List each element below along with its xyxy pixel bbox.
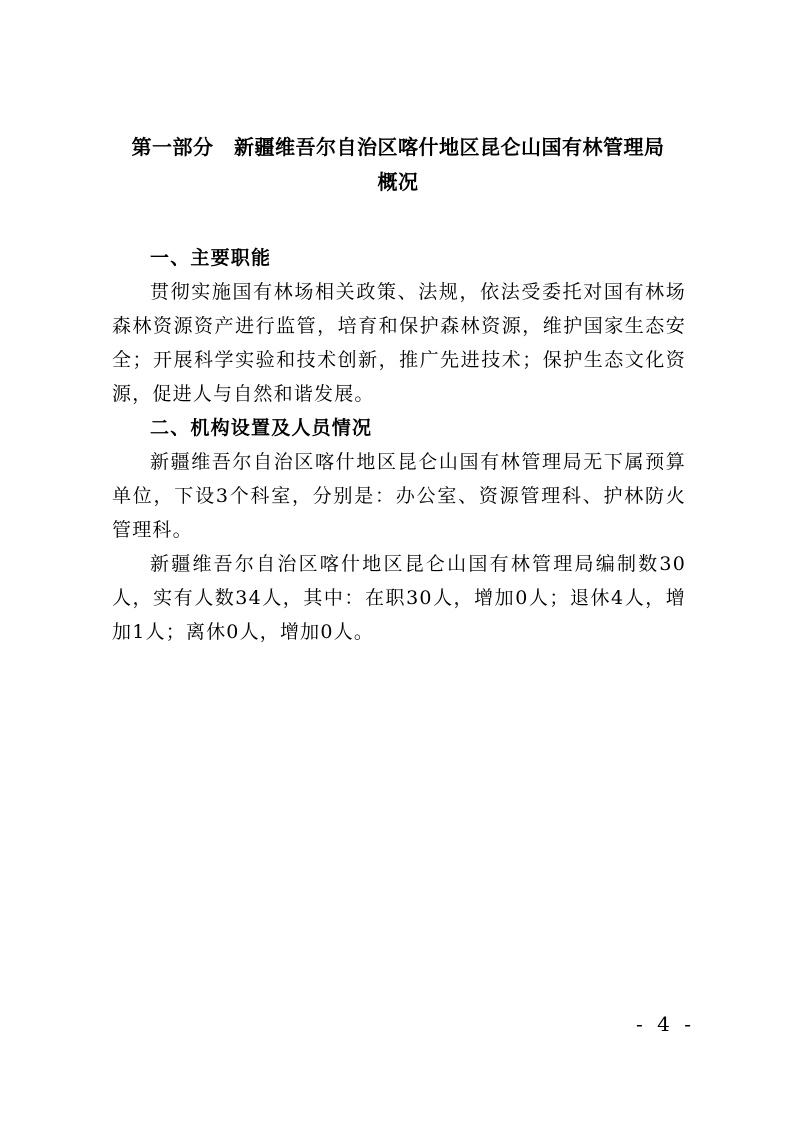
page-title xyxy=(108,130,688,200)
section-heading-organization-staffing: 二、机构设置及人员情况 xyxy=(150,417,373,439)
page-title-line-1: 第一部分 新疆维吾尔自治区喀什地区昆仑山国有林管理局 xyxy=(131,135,665,159)
section-heading-main-functions: 一、主要职能 xyxy=(150,247,272,269)
page-title-line-2: 概况 xyxy=(377,170,419,194)
page-number: - 4 - xyxy=(636,1012,695,1036)
paragraph-organization-structure: 新疆维吾尔自治区喀什地区昆仑山国有林管理局无下属预算单位，下设3个科室，分别是：办公室、资源管理科、护林防火管理科。 xyxy=(112,451,686,541)
paragraph-main-functions: 贯彻实施国有林场相关政策、法规，依法受委托对国有林场森林资源资产进行监管，培育和保护森林资源，维护国家生态安全；开展科学实验和技术创新，推广先进技术；保护生态文化资源，促进人与自然和谐发展。 xyxy=(112,281,686,405)
document-body xyxy=(112,241,686,649)
section-main-functions xyxy=(112,241,686,411)
section-organization-staffing xyxy=(112,411,686,649)
paragraph-staffing-numbers: 新疆维吾尔自治区喀什地区昆仑山国有林管理局编制数30人，实有人数34人，其中：在职30人，增加0人；退休4人，增加1人；离休0人，增加0人。 xyxy=(112,553,686,643)
